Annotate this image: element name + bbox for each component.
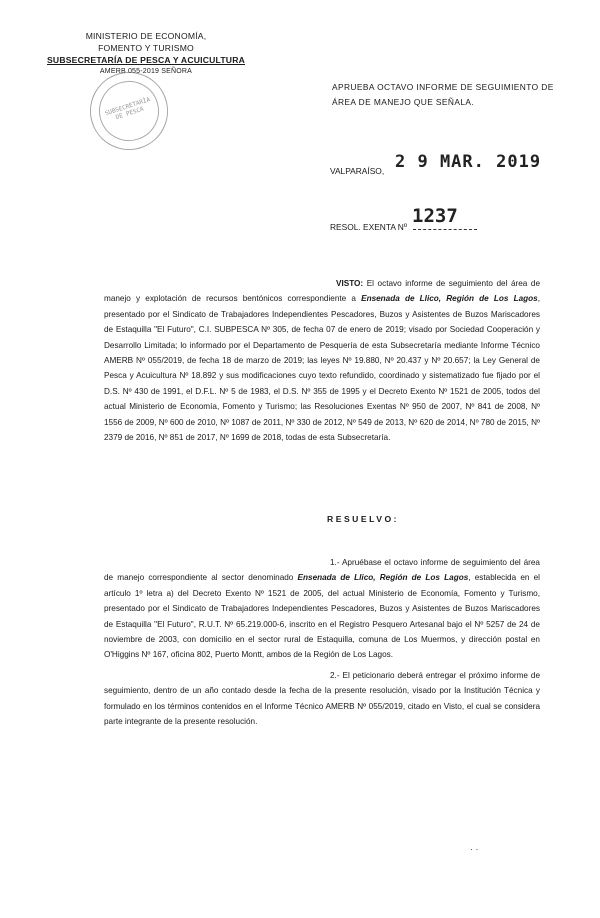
place-label: VALPARAÍSO,: [330, 166, 385, 176]
issue-date-stamp: 2 9 MAR. 2019: [395, 152, 542, 172]
resolution-number-line: [413, 229, 477, 230]
scan-mark: · ·: [470, 844, 479, 854]
ministry-name: MINISTERIO DE ECONOMÍA,: [85, 31, 207, 41]
article-1-text-1: 1.- Apruébase el octavo informe de seguimiento del área de manejo correspondiente al sector denominado: [104, 558, 540, 583]
resuelvo-heading: RESUELVO:: [327, 514, 399, 524]
subsecretaria-name: SUBSECRETARÍA DE PESCA Y ACUICULTURA: [46, 55, 246, 65]
letterhead: [46, 30, 246, 78]
document-reference: APRUEBA OCTAVO INFORME DE SEGUIMIENTO DE ÁREA DE MANEJO QUE SEÑALA.: [332, 82, 554, 107]
resolution-article-2: 2.- El peticionario deberá entregar el próximo informe de seguimiento, dentro de un año contado desde la fecha de la presente resolución, visado por la Institución Técnica y formulado en los términos contenidos en el Informe Técnico AMERB Nº 055/2019, citado en Visto, el cual se considera parte integrante de la presente resolución.: [104, 671, 540, 727]
resolution-label: RESOL. EXENTA Nº: [330, 222, 407, 232]
visto-paragraph: [104, 276, 540, 445]
article-1-place: Ensenada de Llico, Región de Los Lagos: [297, 573, 469, 583]
ministry-subtitle: FOMENTO Y TURISMO: [98, 43, 194, 53]
stamp-text: SUBSECRETARÍA DE PESCA: [104, 96, 152, 122]
article-1-text-2: , establecida en el artículo 1º letra a) del Decreto Exento Nº 1521 de 2005, del actual Ministerio de Economía, Fomento y Turismo, presentado por el Sindicato de Trabajadores Independientes Pescadores, Buzos y Asistentes de Buzos Mariscadores de Estaquilla "El Futuro", R.U.T. Nº 65.219.000-6, inscrito en el Registro Pesquero Artesanal bajo el Nº 5257 de 24 de noviembre de 2003, con domicilio en el sector rural de Estaquilla, comuna de Los Muermos, y dirección postal en O'Higgins Nº 167, oficina 802, Puerto Montt, ambos de la Región de Los Lagos.: [104, 573, 541, 660]
visto-text-1: El octavo informe de seguimiento del área de manejo y explotación de recursos bentónicos correspondiente a: [104, 279, 540, 304]
visto-place: Ensenada de Llico, Región de Los Lagos: [361, 294, 538, 304]
file-reference: AMERB 055-2019 SEÑORA: [99, 68, 193, 75]
visto-label: VISTO:: [336, 279, 364, 288]
visto-text-2: , presentado por el Sindicato de Trabajadores Independientes Pescadores, Buzos y Asistentes de Buzos Mariscadores de Estaquilla "El Futuro", C.I. SUBPESCA Nº 305, de fecha 07 de enero de 2019; visado por Sociedad Cooperación y Desarrollo Limitada; lo informado por el Departamento de Pesquería de esta Subsecretaría mediante Informe Técnico AMERB Nº 055/2019, de fecha 18 de marzo de 2019; las leyes Nº 19.880, Nº 20.437 y Nº 20.657; la Ley General de Pesca y Acuicultura Nº 18.892 y sus modificaciones cuyo texto refundido, coordinado y sistematizado fue fijado por el D.S. Nº 430 de 1991, el D.F.L. Nº 5 de 1983, el D.S. Nº 355 de 1995 y el Decreto Exento Nº 1521 de 2005, todos del actual Ministerio de Economía, Fomento y Turismo; las Resoluciones Exentas Nº 950 de 2007, Nº 841 de 2008, Nº 1556 de 2009, Nº 600 de 2010, Nº 1087 de 2011, Nº 330 de 2012, Nº 549 de 2013, Nº 620 de 2014, Nº 780 de 2015, Nº 2379 de 2016, Nº 851 de 2017, Nº 1699 de 2018, todas de esta Subsecretaría.: [104, 294, 540, 443]
resolution-number: 1237: [412, 205, 458, 227]
resolution-article-1: [104, 555, 540, 663]
